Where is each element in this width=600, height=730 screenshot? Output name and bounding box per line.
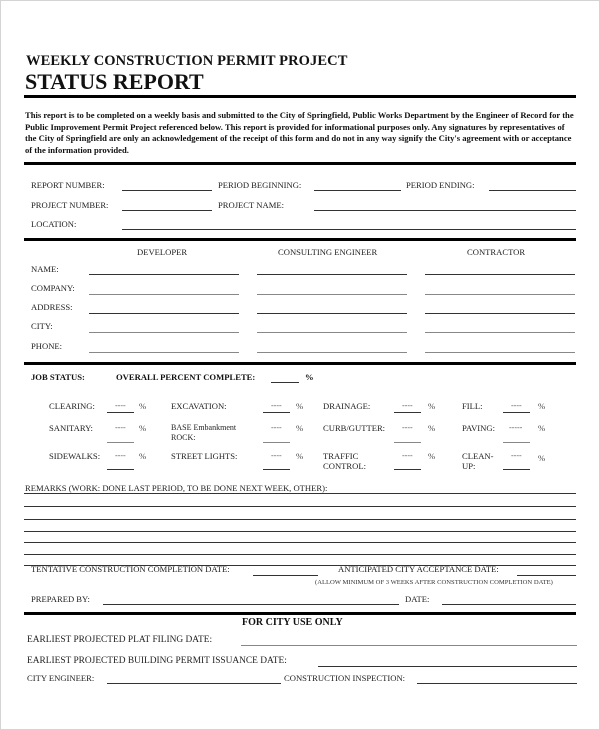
report-number-field[interactable] (122, 179, 212, 191)
city-engineer-field[interactable] (107, 672, 281, 684)
traffic-control-label: CONTROL: (323, 461, 366, 471)
report-number-label: REPORT NUMBER: (31, 180, 105, 190)
city-engineer-label: CITY ENGINEER: (27, 673, 95, 683)
construction-inspection-label: CONSTRUCTION INSPECTION: (284, 673, 406, 683)
prepared-by-field[interactable] (103, 593, 399, 605)
drainage-label: DRAINAGE: (323, 401, 371, 411)
column-header-developer: DEVELOPER (137, 247, 188, 257)
date-field[interactable] (442, 593, 576, 605)
paving-value: ----- (509, 423, 523, 432)
city-use-heading: FOR CITY USE ONLY (242, 617, 343, 628)
clearing-value: ---- (115, 401, 126, 410)
sanitary-percent-field[interactable] (107, 431, 134, 443)
plat-filing-label: EARLIEST PROJECTED PLAT FILING DATE: (27, 635, 213, 645)
remarks-line[interactable] (24, 542, 576, 543)
overall-percent-field[interactable] (271, 371, 299, 383)
excavation-label: EXCAVATION: (171, 401, 227, 411)
clean-up-value: ---- (511, 451, 522, 460)
percent-sign: % (139, 423, 147, 433)
divider (24, 95, 576, 98)
intro-paragraph: This report is to be completed on a weekly basis and submitted to the City of Springfield, Public Works Department by the Engineer of Record for the Public Improvement Permit Project referenced below. This report is provided for informational purposes only. Any signatures by representatives of the City of Springfield are only an acknowledgement of the receipt of this form and do not in any way signify the City's agreement with or acceptance of the information provided. (25, 110, 574, 155)
tentative-completion-label: TENTATIVE CONSTRUCTION COMPLETION DATE: (31, 564, 230, 574)
building-permit-field[interactable] (318, 655, 577, 667)
engineer-company-field[interactable] (257, 283, 407, 295)
percent-sign: % (538, 453, 546, 463)
tentative-completion-field[interactable] (253, 564, 318, 576)
percent-sign: % (538, 401, 546, 411)
fill-label: FILL: (462, 401, 483, 411)
project-number-field[interactable] (122, 199, 212, 211)
base-rock-value: ---- (271, 423, 282, 432)
column-header-contractor: CONTRACTOR (467, 247, 526, 257)
project-name-label: PROJECT NAME: (218, 200, 284, 210)
remarks-line[interactable] (24, 554, 576, 555)
remarks-line[interactable] (24, 506, 576, 507)
drainage-value: ---- (402, 401, 413, 410)
period-ending-label: PERIOD ENDING: (406, 180, 475, 190)
project-number-label: PROJECT NUMBER: (31, 200, 109, 210)
developer-city-field[interactable] (89, 321, 239, 333)
date-label: DATE: (405, 594, 430, 604)
engineer-name-field[interactable] (257, 263, 407, 275)
clean-up-label: UP: (462, 461, 476, 471)
anticipated-note: (ALLOW MINIMUM OF 3 WEEKS AFTER CONSTRUCTION COMPLETION DATE) (315, 579, 553, 586)
remarks-line[interactable] (24, 493, 576, 494)
engineer-phone-field[interactable] (257, 341, 407, 353)
clearing-label: CLEARING: (49, 401, 95, 411)
percent-sign: % (139, 451, 147, 461)
curb-gutter-percent-field[interactable] (394, 431, 421, 443)
divider (24, 362, 576, 365)
fill-value: ---- (511, 401, 522, 410)
period-beginning-field[interactable] (314, 179, 401, 191)
base-rock-label: ROCK: (171, 433, 196, 442)
sidewalks-value: ---- (115, 451, 126, 460)
clean-label: CLEAN- (462, 451, 494, 461)
paving-label: PAVING: (462, 423, 495, 433)
percent-sign: % (428, 401, 436, 411)
row-label-phone: PHONE: (31, 341, 63, 351)
contractor-address-field[interactable] (425, 302, 575, 314)
divider (24, 612, 576, 615)
contractor-company-field[interactable] (425, 283, 575, 295)
building-permit-label: EARLIEST PROJECTED BUILDING PERMIT ISSUANCE DATE: (27, 656, 287, 666)
form-subtitle: WEEKLY CONSTRUCTION PERMIT PROJECT (26, 53, 348, 69)
divider (24, 162, 576, 165)
percent-sign: % (428, 451, 436, 461)
traffic-control-value: ---- (402, 451, 413, 460)
excavation-value: ---- (271, 401, 282, 410)
sanitary-value: ---- (115, 423, 126, 432)
construction-inspection-field[interactable] (417, 672, 577, 684)
location-label: LOCATION: (31, 219, 77, 229)
overall-percent-label: OVERALL PERCENT COMPLETE: (116, 372, 256, 382)
developer-company-field[interactable] (89, 283, 239, 295)
percent-sign: % (296, 423, 304, 433)
street-lights-value: ---- (271, 451, 282, 460)
location-field[interactable] (122, 218, 576, 230)
project-name-field[interactable] (314, 199, 576, 211)
curb-gutter-value: ---- (402, 423, 413, 432)
base-embankment-label: BASE Embankment (171, 423, 237, 432)
plat-filing-field[interactable] (241, 634, 577, 646)
street-lights-label: STREET LIGHTS: (171, 451, 238, 461)
remarks-label: REMARKS (WORK: DONE LAST PERIOD, TO BE DONE NEXT WEEK, OTHER): (25, 483, 328, 493)
row-label-company: COMPANY: (31, 283, 75, 293)
paving-percent-field[interactable] (503, 431, 530, 443)
contractor-name-field[interactable] (425, 263, 575, 275)
developer-address-field[interactable] (89, 302, 239, 314)
percent-sign: % (296, 401, 304, 411)
percent-sign: % (139, 401, 147, 411)
row-label-address: ADDRESS: (31, 302, 73, 312)
prepared-by-label: PREPARED BY: (31, 594, 90, 604)
sanitary-label: SANITARY: (49, 423, 93, 433)
remarks-line[interactable] (24, 531, 576, 532)
anticipated-acceptance-label: ANTICIPATED CITY ACCEPTANCE DATE: (338, 564, 499, 574)
base-rock-percent-field[interactable] (263, 431, 290, 443)
percent-sign: % (538, 423, 546, 433)
period-beginning-label: PERIOD BEGINNING: (218, 180, 302, 190)
percent-sign: % (428, 423, 436, 433)
sidewalks-label: SIDEWALKS: (49, 451, 101, 461)
row-label-name: NAME: (31, 264, 59, 274)
percent-sign: % (305, 372, 314, 382)
developer-name-field[interactable] (89, 263, 239, 275)
remarks-line[interactable] (24, 519, 576, 520)
developer-phone-field[interactable] (89, 341, 239, 353)
row-label-city: CITY: (31, 321, 53, 331)
contractor-phone-field[interactable] (425, 341, 575, 353)
percent-sign: % (296, 451, 304, 461)
contractor-city-field[interactable] (425, 321, 575, 333)
engineer-address-field[interactable] (257, 302, 407, 314)
column-header-consulting-engineer: CONSULTING ENGINEER (278, 247, 378, 257)
engineer-city-field[interactable] (257, 321, 407, 333)
form-title: STATUS REPORT (25, 69, 204, 94)
period-ending-field[interactable] (489, 179, 576, 191)
traffic-label: TRAFFIC (323, 451, 359, 461)
job-status-label: JOB STATUS: (31, 372, 85, 382)
divider (24, 238, 576, 241)
curb-gutter-label: CURB/GUTTER: (323, 423, 386, 433)
anticipated-acceptance-field[interactable] (517, 564, 576, 576)
